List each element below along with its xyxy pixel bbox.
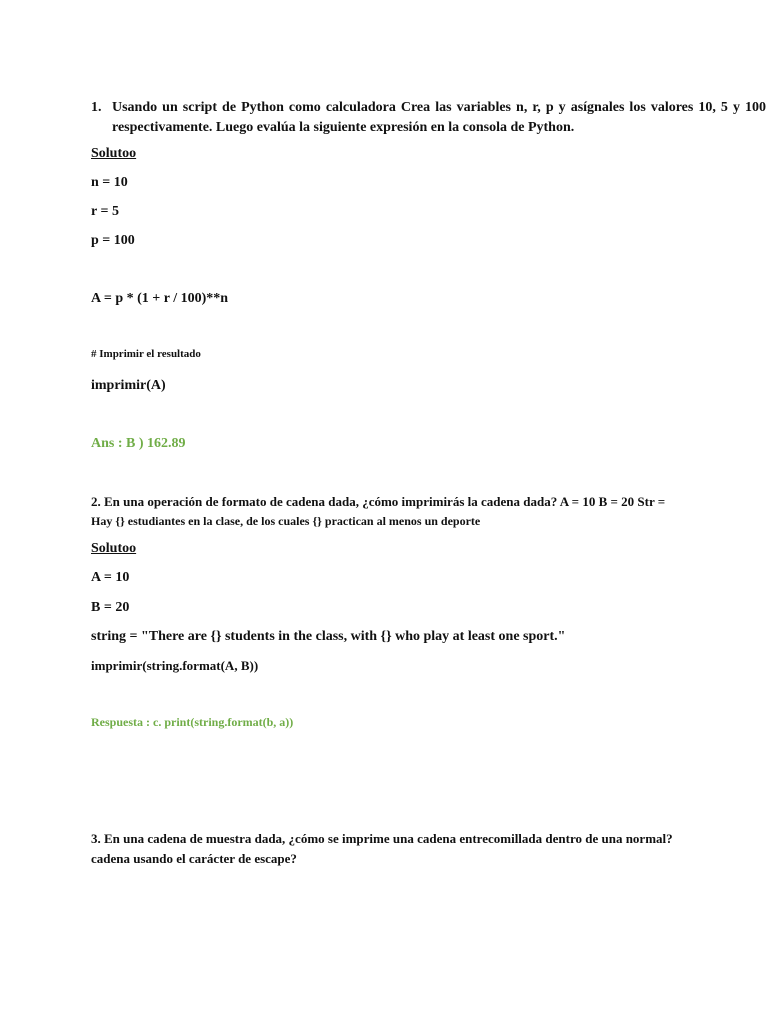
code-line-a: A = 10 bbox=[91, 570, 130, 585]
solution-heading-1: Solutoo bbox=[91, 146, 137, 161]
question-3-line-1: 3. En una cadena de muestra dada, ¿cómo se imprime una cadena entrecomillada dentro de una normal? bbox=[91, 831, 673, 846]
answer-1: Ans : B ) 162.89 bbox=[91, 436, 186, 451]
code-line-r: r = 5 bbox=[91, 204, 119, 219]
question-2-line-2: Hay {} estudiantes en la clase, de los cuales {} practican al menos un deporte bbox=[91, 514, 481, 528]
question-1-text: Usando un script de Python como calculadora Crea las variables n, r, p y asígnales los valores 10, 5 y 100 respectivamente. Luego evalúa la siguiente expresión en la consola de Python. bbox=[112, 100, 766, 135]
code-line-format: imprimir(string.format(A, B)) bbox=[91, 658, 259, 673]
code-comment: # Imprimir el resultado bbox=[91, 348, 201, 360]
question-2-line-1: 2. En una operación de formato de cadena dada, ¿cómo imprimirás la cadena dada? A = 10 B = 20 Str = bbox=[91, 494, 666, 509]
code-line-formula: A = p * (1 + r / 100)**n bbox=[91, 291, 229, 306]
code-line-string: string = "There are {} students in the class, with {} who play at least one sport." bbox=[91, 629, 566, 644]
code-line-print: imprimir(A) bbox=[91, 378, 166, 393]
answer-2: Respuesta : c. print(string.format(b, a)) bbox=[91, 715, 294, 729]
code-line-p: p = 100 bbox=[91, 233, 135, 248]
question-3-line-2: cadena usando el carácter de escape? bbox=[91, 851, 297, 866]
question-1 bbox=[91, 98, 766, 138]
question-1-number: 1. bbox=[91, 100, 102, 115]
code-line-n: n = 10 bbox=[91, 175, 128, 190]
code-line-b: B = 20 bbox=[91, 600, 130, 615]
solution-heading-2: Solutoo bbox=[91, 541, 137, 556]
